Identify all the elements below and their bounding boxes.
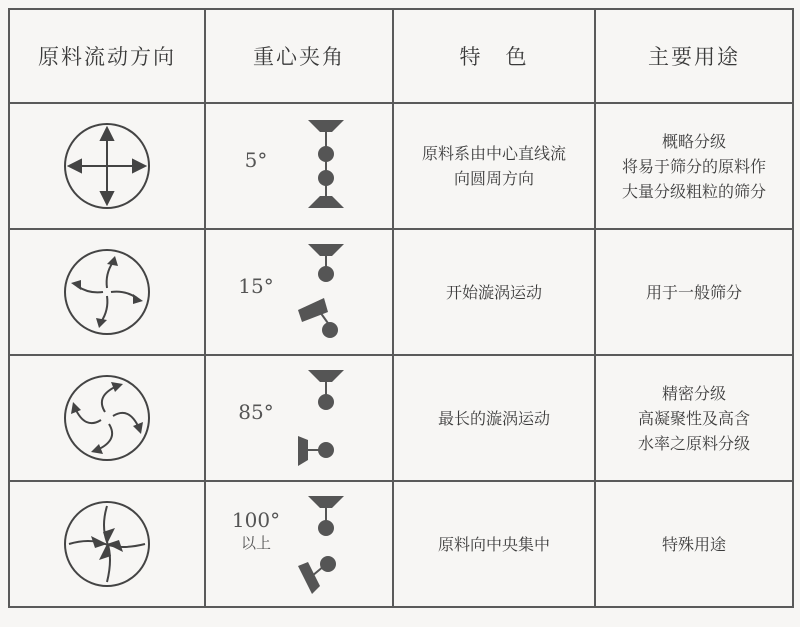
angle-suffix: 以上	[240, 534, 271, 552]
radial-outward-arrows-icon	[61, 120, 153, 212]
flow-direction-cell	[9, 229, 205, 355]
usage-line: 用于一般筛分	[645, 282, 742, 302]
feature-line: 原料向中央集中	[437, 534, 550, 554]
feature-line: 原料系由中心直线流	[421, 144, 566, 163]
weight-position-diagram-100	[286, 482, 386, 606]
feature-line: 向圆周方向	[453, 169, 534, 188]
strong-swirl-arrows-icon	[61, 372, 153, 464]
weight-position-diagram-5	[286, 104, 386, 228]
usage-line: 概略分级	[661, 131, 726, 151]
usage-cell	[595, 103, 793, 229]
feature-cell	[393, 355, 595, 481]
angle-value: 5°	[244, 148, 268, 172]
slight-swirl-arrows-icon	[61, 246, 153, 338]
table-row	[9, 481, 793, 607]
header-row	[9, 9, 793, 103]
angle-value: 15°	[238, 274, 274, 298]
angle-value	[228, 508, 284, 553]
feature-cell	[393, 229, 595, 355]
weight-position-diagram-15	[286, 230, 386, 354]
angle-value: 85°	[238, 400, 274, 424]
angle-cell	[205, 229, 393, 355]
usage-line: 高凝聚性及高含	[637, 408, 750, 428]
angle-cell	[205, 355, 393, 481]
feature-line: 最长的漩涡运动	[437, 408, 550, 428]
feature-line: 开始漩涡运动	[445, 282, 542, 302]
header-flow-direction: 原料流动方向	[9, 9, 205, 103]
angle-cell	[205, 103, 393, 229]
center-converging-arrows-icon	[61, 498, 153, 590]
angle-cell	[205, 481, 393, 607]
header-angle: 重心夹角	[205, 9, 393, 103]
weight-position-diagram-85	[286, 356, 386, 480]
header-usage: 主要用途	[595, 9, 793, 103]
table-row	[9, 229, 793, 355]
flow-direction-cell	[9, 103, 205, 229]
usage-line: 水率之原料分级	[637, 433, 750, 453]
flow-direction-cell	[9, 355, 205, 481]
sieve-flow-table	[8, 8, 794, 608]
angle-number: 100°	[231, 508, 281, 532]
usage-line: 将易于筛分的原料作	[621, 156, 766, 176]
usage-line: 精密分级	[661, 383, 726, 403]
usage-line: 大量分级粗粒的筛分	[621, 181, 766, 201]
usage-cell	[595, 481, 793, 607]
table-row	[9, 355, 793, 481]
feature-cell	[393, 103, 595, 229]
usage-cell	[595, 229, 793, 355]
flow-direction-cell	[9, 481, 205, 607]
usage-cell	[595, 355, 793, 481]
feature-cell	[393, 481, 595, 607]
usage-line: 特殊用途	[661, 534, 726, 554]
header-feature: 特 色	[393, 9, 595, 103]
table-row	[9, 103, 793, 229]
